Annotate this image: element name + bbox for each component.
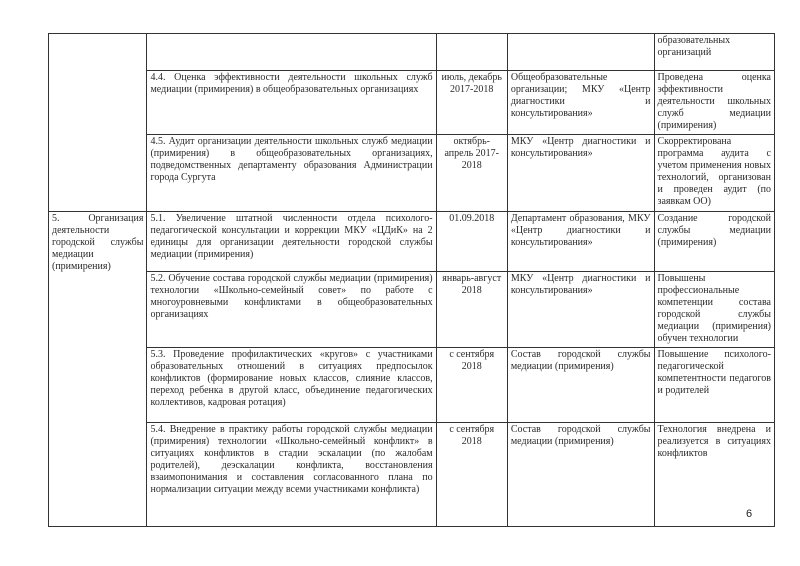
section-cell	[49, 34, 147, 212]
table-row	[49, 34, 775, 71]
table-row	[49, 212, 775, 272]
result-cell: Повышение психолого-педагогической компетентности педагогов и родителей	[654, 348, 775, 423]
period-cell: январь-август 2018	[436, 272, 507, 348]
responsible-cell: Состав городской службы медиации (примирения)	[507, 348, 654, 423]
result-cell: Создание городской службы медиации (примирения)	[654, 212, 775, 272]
period-cell: с сентября 2018	[436, 348, 507, 423]
period-cell	[436, 34, 507, 71]
responsible-cell: МКУ «Центр диагностики и консультирования»	[507, 272, 654, 348]
result-cell: Повышены профессиональные компетенции состава городской службы медиации (примирения) обучен технологии	[654, 272, 775, 348]
responsible-cell	[507, 34, 654, 71]
measure-cell: 5.1. Увеличение штатной численности отдела психолого-педагогической консультации и коррекции МКУ «ЦДиК» на 2 единицы для организации деятельности городской службы медиации (примирения)	[147, 212, 436, 272]
responsible-cell: Департамент образования, МКУ «Центр диагностики и консультирования»	[507, 212, 654, 272]
result-cell: образовательных организаций	[654, 34, 775, 71]
table-row	[49, 272, 775, 348]
table-row	[49, 423, 775, 527]
responsible-cell: Общеобразовательные организации; МКУ «Центр диагностики и консультирования»	[507, 71, 654, 135]
result-cell: Проведена оценка эффективности деятельности школьных служб медиации (примирения)	[654, 71, 775, 135]
period-cell: июль, декабрь 2017-2018	[436, 71, 507, 135]
measure-cell: 4.4. Оценка эффективности деятельности школьных служб медиации (примирения) в общеобразовательных организациях	[147, 71, 436, 135]
page-number: 6	[746, 508, 753, 520]
measure-cell: 5.4. Внедрение в практику работы городской службы медиации (примирения) технологии «Школьно-семейный конфликт» в ситуациях конфликтов в стадии эскалации (по жалобам родителей), деэскалации конфликта, восстановления взаимопонимания и составления согласованного плана по нормализации ситуации между всеми участниками конфликта)	[147, 423, 436, 527]
period-cell: 01.09.2018	[436, 212, 507, 272]
table-row	[49, 71, 775, 135]
action-plan-table	[48, 33, 775, 527]
section-cell: 5. Организация деятельности городской службы медиации (примирения)	[49, 212, 147, 527]
measure-cell: 4.5. Аудит организации деятельности школьных служб медиации (примирения) в общеобразовательных организациях, подведомственных департаменту образования Администрации города Сургута	[147, 135, 436, 212]
responsible-cell: Состав городской службы медиации (примирения)	[507, 423, 654, 527]
responsible-cell: МКУ «Центр диагностики и консультирования»	[507, 135, 654, 212]
table-row	[49, 135, 775, 212]
result-cell: Скорректирована программа аудита с учетом применения новых технологий, организован и проведен аудит (по заявкам ОО)	[654, 135, 775, 212]
period-cell: с сентября 2018	[436, 423, 507, 527]
measure-cell: 5.3. Проведение профилактических «кругов» с участниками образовательных отношений в ситуациях предпосылок конфликтов (формирование новых классов, слияние классов, переход ребенка в другой класс, объединение педагогических коллективов, кадровая ротация)	[147, 348, 436, 423]
period-cell: октябрь-апрель 2017-2018	[436, 135, 507, 212]
measure-cell	[147, 34, 436, 71]
result-cell: Технология внедрена и реализуется в ситуациях конфликтов	[654, 423, 775, 527]
measure-cell: 5.2. Обучение состава городской службы медиации (примирения) технологии «Школьно-семейный совет» по работе с многоуровневыми конфликтами в общеобразовательных организациях	[147, 272, 436, 348]
table-row	[49, 348, 775, 423]
